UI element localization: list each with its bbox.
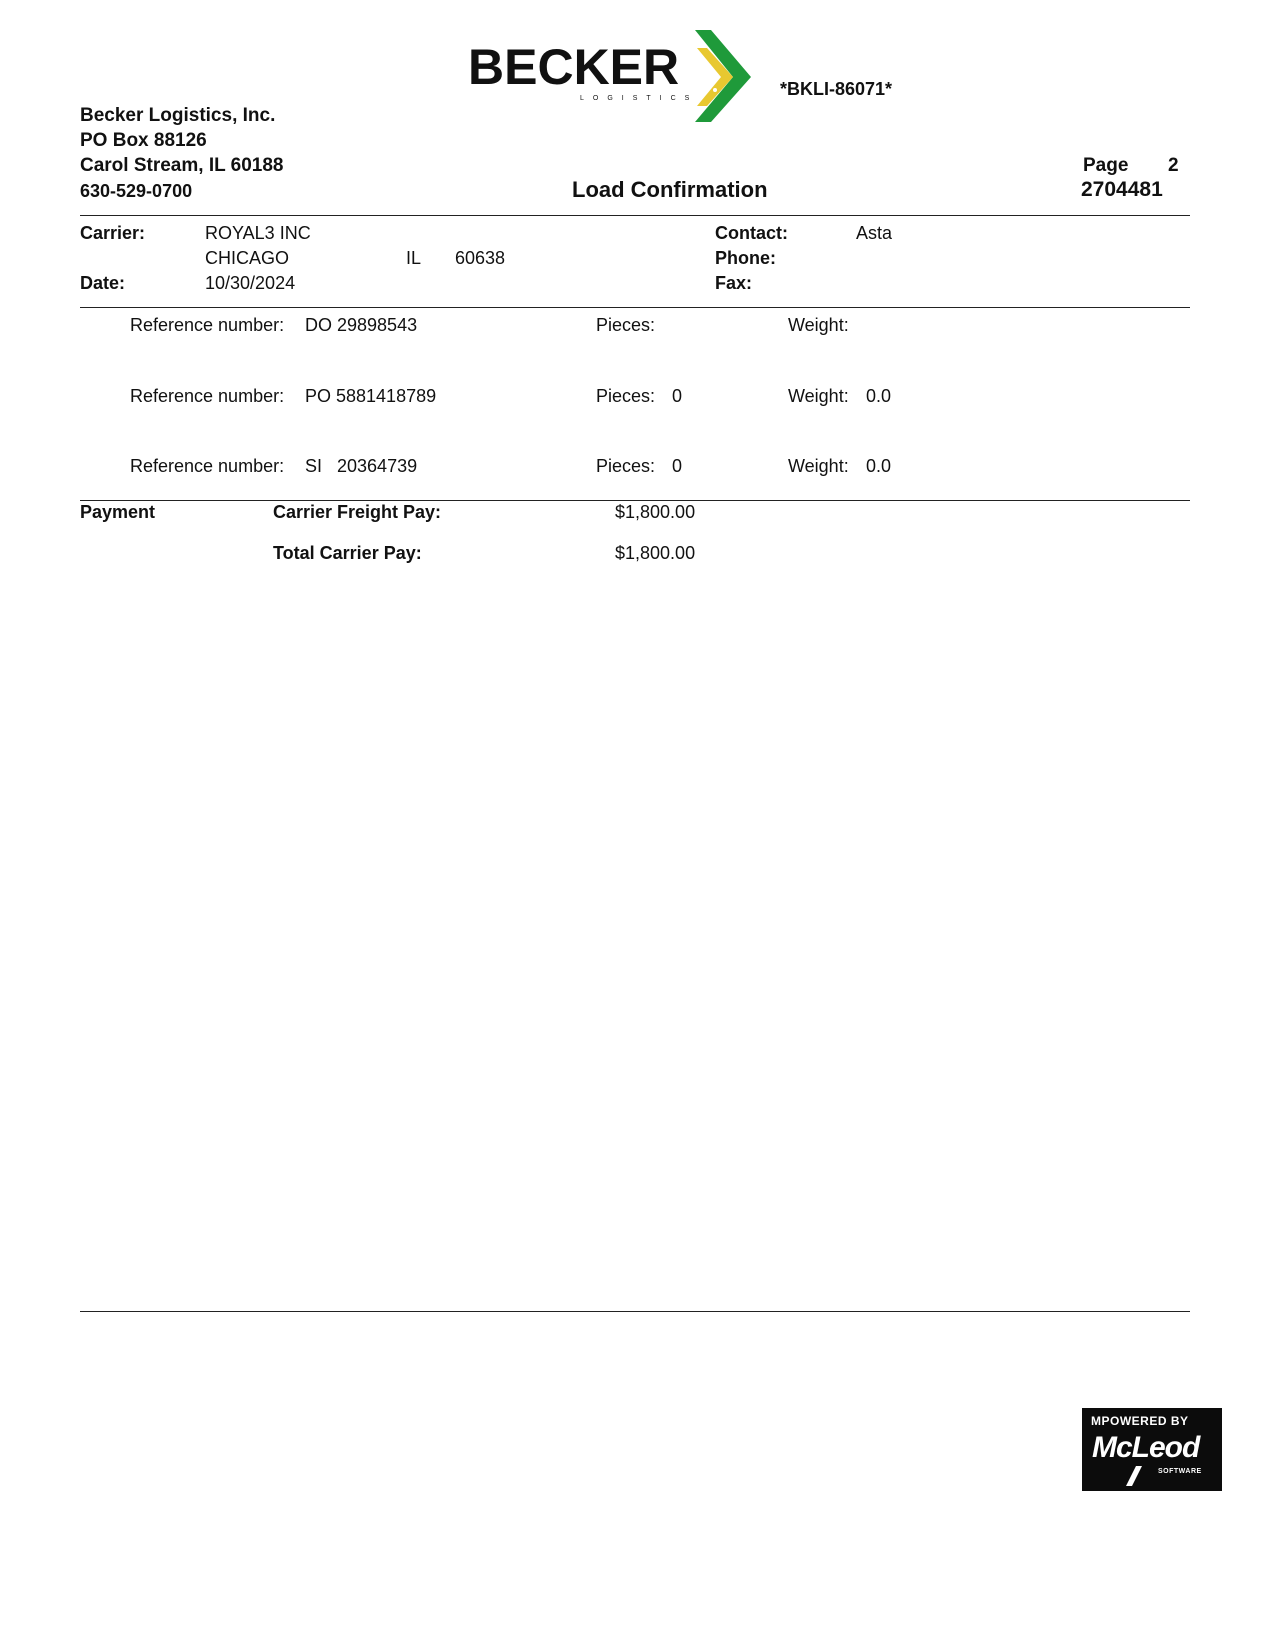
freight-pay-label: Carrier Freight Pay: <box>273 502 442 522</box>
company-name: Becker Logistics, Inc. <box>80 105 276 126</box>
mcleod-line2: McLeod <box>1092 1431 1200 1464</box>
mcleod-line1: MPOWERED BY <box>1091 1414 1189 1428</box>
company-phone: 630-529-0700 <box>80 181 193 201</box>
becker-chevron-icon <box>693 30 753 125</box>
reference-label: Reference number: <box>130 315 285 335</box>
divider-bottom <box>80 1311 1190 1312</box>
weight-label: Weight: <box>788 456 849 476</box>
weight-value: 0.0 <box>866 386 892 406</box>
contact-label: Contact: <box>715 223 788 243</box>
page-title: Load Confirmation <box>572 177 768 202</box>
pieces-label: Pieces: <box>596 315 656 335</box>
barcode-text: *BKLI-86071* <box>780 79 893 99</box>
mcleod-slash-icon <box>1126 1466 1150 1486</box>
page-label: Page <box>1083 155 1129 176</box>
reference-value: DO 29898543 <box>305 315 418 335</box>
divider-top <box>80 215 1190 216</box>
weight-label: Weight: <box>788 315 849 335</box>
fax-label: Fax: <box>715 273 753 293</box>
reference-label: Reference number: <box>130 456 285 476</box>
carrier-city: CHICAGO <box>205 248 290 268</box>
contact-value: Asta <box>856 223 893 243</box>
mcleod-logo <box>1082 1408 1222 1491</box>
date-value: 10/30/2024 <box>205 273 296 293</box>
load-number: 2704481 <box>1081 178 1163 201</box>
total-pay-label: Total Carrier Pay: <box>273 543 422 563</box>
company-address1: PO Box 88126 <box>80 130 207 151</box>
payment-label: Payment <box>80 502 156 522</box>
pieces-value: 0 <box>672 456 683 476</box>
becker-logo <box>468 30 748 125</box>
divider-carrier <box>80 307 1190 308</box>
reference-label: Reference number: <box>130 386 285 406</box>
phone-label: Phone: <box>715 248 776 268</box>
company-address2: Carol Stream, IL 60188 <box>80 155 284 176</box>
carrier-state: IL <box>406 248 422 268</box>
weight-value: 0.0 <box>866 456 892 476</box>
mcleod-line3: SOFTWARE <box>1158 1468 1202 1475</box>
pieces-label: Pieces: <box>596 386 656 406</box>
date-label: Date: <box>80 273 126 293</box>
carrier-zip: 60638 <box>455 248 506 268</box>
pieces-value: 0 <box>672 386 683 406</box>
weight-label: Weight: <box>788 386 849 406</box>
divider-references <box>80 500 1190 501</box>
pieces-label: Pieces: <box>596 456 656 476</box>
total-pay-amount: $1,800.00 <box>615 543 696 563</box>
page-number: 2 <box>1168 155 1179 176</box>
carrier-name: ROYAL3 INC <box>205 223 311 243</box>
logo-brand-text: BECKER <box>468 39 680 95</box>
reference-value: SI 20364739 <box>305 456 418 476</box>
carrier-label: Carrier: <box>80 223 146 243</box>
freight-pay-amount: $1,800.00 <box>615 502 696 522</box>
reference-value: PO 5881418789 <box>305 386 437 406</box>
logo-sub-text: LOGISTICS <box>580 95 699 102</box>
